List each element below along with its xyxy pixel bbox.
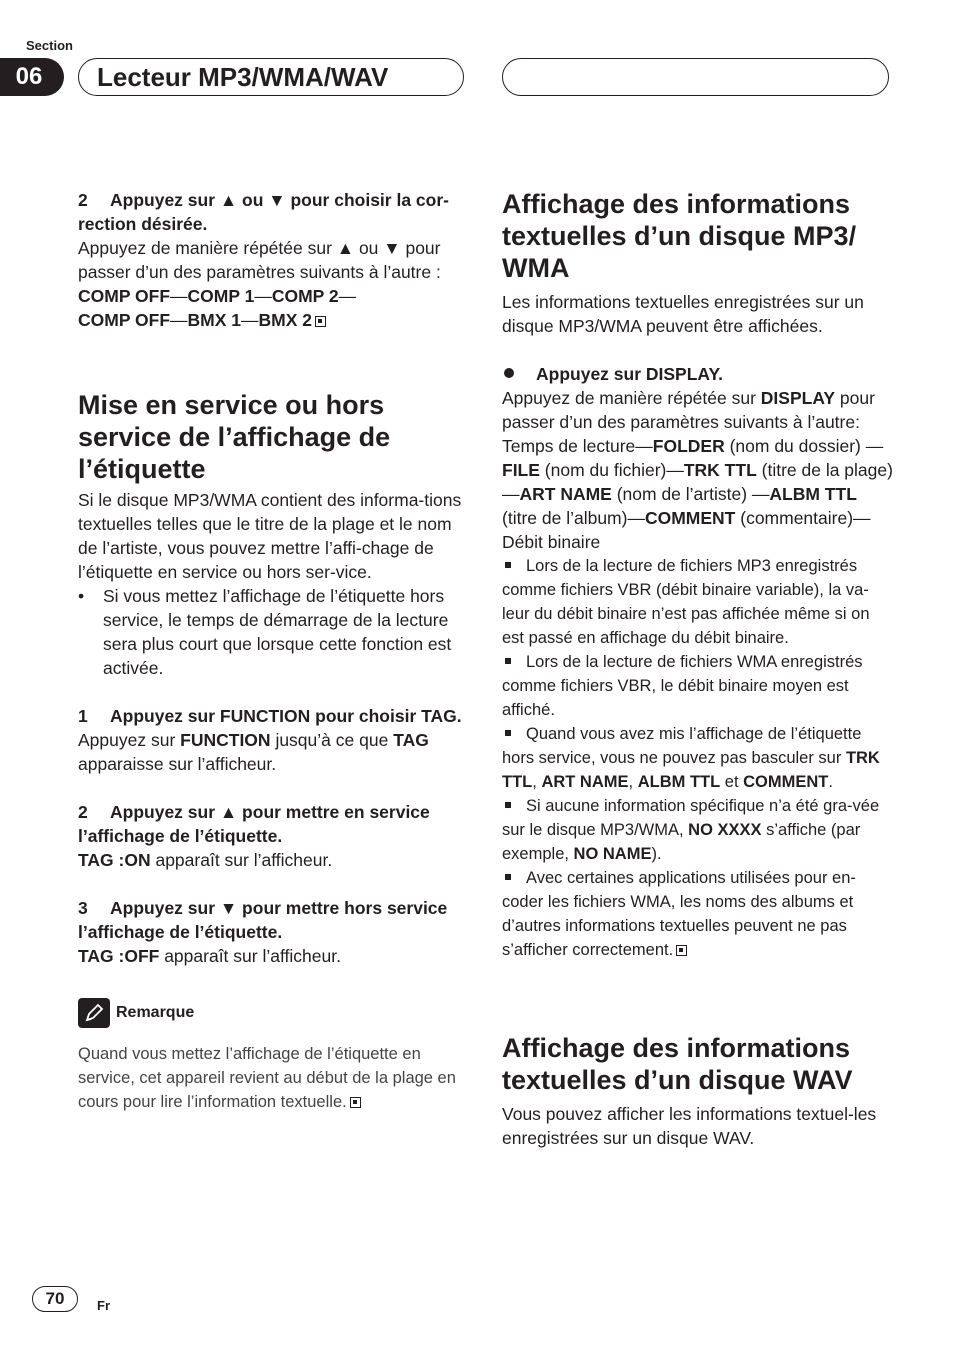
section-label: Section bbox=[26, 38, 73, 53]
note-header bbox=[78, 998, 466, 1028]
comp-sequence-2: COMP OFF—BMX 1—BMX 2 bbox=[78, 308, 466, 332]
end-mark-icon bbox=[315, 316, 326, 327]
header-empty-box bbox=[502, 58, 889, 96]
step-3-tag-off: 3 Appuyez sur ▼ pour mettre hors service l’affichage de l’étiquette. bbox=[78, 898, 448, 942]
square-bullet-icon bbox=[505, 658, 511, 664]
note-vbr-mp3: Lors de la lecture de fichiers MP3 enregistrés comme fichiers VBR (débit binaire variable), la va-leur du débit binaire n’est pas affichée même si on est passé en affichage du débit binaire. bbox=[502, 557, 870, 647]
step-2-tag-on-body: TAG :ON apparaît sur l’afficheur. bbox=[78, 850, 333, 870]
note-title: Remarque bbox=[116, 1004, 195, 1021]
step-1-function: 1 Appuyez sur FUNCTION pour choisir TAG. bbox=[78, 706, 462, 726]
heading-tag-display: Mise en service ou hors service de l’affichage de l’étiquette bbox=[78, 390, 391, 484]
step-3-tag-off-body: TAG :OFF apparaît sur l’afficheur. bbox=[78, 946, 341, 966]
note-tag-off: Quand vous avez mis l’affichage de l’étiquette hors service, vous ne pouvez pas basculer sur TRK TTL, ART NAME, ALBM TTL et COMMENT. bbox=[502, 725, 880, 791]
step-display: Appuyez sur DISPLAY. bbox=[502, 362, 894, 386]
section-number-badge: 06 bbox=[0, 58, 64, 96]
note-no-info: Si aucune information spécifique n’a été gra-vée sur le disque MP3/WMA, NO XXXX s’affiche (par exemple, NO NAME). bbox=[502, 797, 880, 863]
chapter-title bbox=[78, 58, 464, 96]
note-text: Quand vous mettez l’affichage de l’étiquette en service, cet appareil revient au début de la plage en cours pour lire l’information textuelle. bbox=[78, 1045, 456, 1111]
bullet-dot-icon bbox=[504, 368, 514, 378]
tag-bullet: • Si vous mettez l’affichage de l’étiquette hors service, le temps de démarrage de la lecture sera plus court que lorsque cette fonction est activée. bbox=[78, 586, 452, 678]
step-2-correction: 2 Appuyez sur ▲ ou ▼ pour choisir la cor-rection désirée. bbox=[78, 190, 449, 234]
step-2-tag-on: 2 Appuyez sur ▲ pour mettre en service l’affichage de l’étiquette. bbox=[78, 802, 430, 846]
pencil-note-icon bbox=[78, 998, 110, 1028]
square-bullet-icon bbox=[505, 730, 511, 736]
page-number: 70 bbox=[32, 1286, 78, 1312]
end-mark-icon bbox=[350, 1097, 361, 1108]
display-body: Appuyez de manière répétée sur DISPLAY pour passer d’un des paramètres suivants à l’autre: bbox=[502, 388, 875, 432]
step-2-body: Appuyez de manière répétée sur ▲ ou ▼ pour passer d’un des paramètres suivants à l’autre : bbox=[78, 238, 441, 282]
note-wma-apps: Avec certaines applications utilisées pour en-coder les fichiers WMA, les noms des albums et d’autres informations textuelles peuvent ne pas s’afficher correctement. bbox=[502, 869, 856, 959]
square-bullet-icon bbox=[505, 874, 511, 880]
chapter-title-text: Lecteur MP3/WMA/WAV bbox=[97, 61, 389, 92]
mp3-intro: Les informations textuelles enregistrées sur un disque MP3/WMA peuvent être affichées. bbox=[502, 292, 864, 336]
heading-mp3-wma-text: Affichage des informations textuelles d’un disque MP3/ WMA bbox=[502, 189, 857, 283]
note-vbr-wma: Lors de la lecture de fichiers WMA enregistrés comme fichiers VBR, le débit binaire moyen est affiché. bbox=[502, 653, 863, 719]
display-sequence: Temps de lecture—FOLDER (nom du dossier) —FILE (nom du fichier)—TRK TTL (titre de la plage)—ART NAME (nom de l’artiste) —ALBM TTL (titre de l’album)—COMMENT (commentaire)—Débit binaire bbox=[502, 436, 893, 552]
wav-intro: Vous pouvez afficher les informations textuel-les enregistrées sur un disque WAV. bbox=[502, 1104, 877, 1148]
comp-sequence-1: COMP OFF—COMP 1—COMP 2— bbox=[78, 286, 357, 306]
heading-wav-text: Affichage des informations textuelles d’un disque WAV bbox=[502, 1033, 853, 1095]
square-bullet-icon bbox=[505, 802, 511, 808]
left-column bbox=[78, 188, 466, 1114]
step-1-body: Appuyez sur FUNCTION jusqu’à ce que TAG apparaisse sur l’afficheur. bbox=[78, 730, 429, 774]
end-mark-icon bbox=[676, 945, 687, 956]
language-label: Fr bbox=[97, 1298, 110, 1313]
right-column bbox=[502, 188, 894, 1150]
square-bullet-icon bbox=[505, 562, 511, 568]
tag-intro: Si le disque MP3/WMA contient des informa-tions textuelles telles que le titre de la plage et le nom de l’artiste, vous pouvez mettre l’affi-chage de l’étiquette en service ou hors ser-vice. bbox=[78, 490, 462, 582]
